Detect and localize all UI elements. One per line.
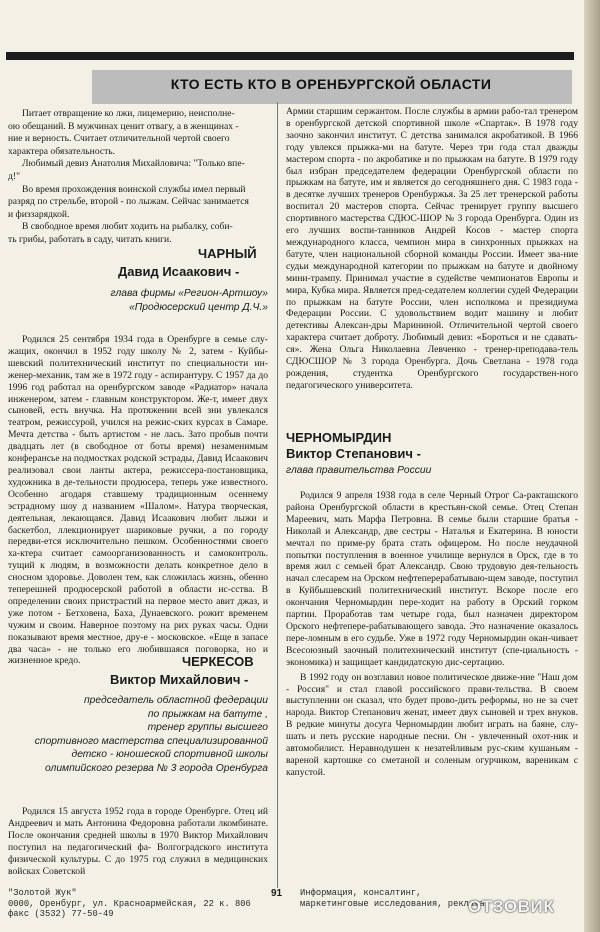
intro-line: Любимый девиз Анатолия Михайловича: "Только впе- <box>22 158 245 170</box>
chorny-surname: ЧАРНЫЙ <box>198 246 257 261</box>
chorny-role-line: глава фирмы «Регион-Артшоу» <box>110 288 268 299</box>
footer-right-line: маркетинговые исследования, реклама <box>300 898 485 909</box>
intro-line: Во время прохождения воинской службы имел первый <box>22 183 246 195</box>
chernomyrdin-bio <box>286 490 578 779</box>
intro-line: характера обязательность. <box>8 145 116 157</box>
cherkesov-bio-continued <box>286 106 578 392</box>
intro-line: ть грибы, работать в саду, читать книги. <box>8 233 172 245</box>
footer-right-line: Информация, консалтинг, <box>300 888 422 898</box>
intro-line: В свободное время любит ходить на рыбалку, соби- <box>22 221 233 233</box>
intro-line: д!" <box>8 170 20 182</box>
chorny-role-line: «Продюсерский центр Д.Ч.» <box>129 301 268 313</box>
right-top-text: Армии старшим сержантом. После службы в армии рабо-тал тренером в оренбургской детской спортивной школе «Спартак». В 1978 году заочно закончил институт. С детства занимался акробатикой. В 1966 году увлекся прыжка-ми на батуте. Через три года стал дважды мастером спорта - по акробатике и по прыжкам на батуте. В 1979 году был избран председателем федерации Оренбургской области по прыжкам на батуте, им и является до сегодняшнего дня. С 1983 года - в десятке лучших тренеров Оренбуржья. За 25 лет тренерской работы воспитал 20 мастеров спорта. Сейчас тренирует группу высшего спортивного мастерства СДЮС-ШОР № 3 города Оренбурга. Один из его лучших воспи-танников Андрей Косов - мастер спорта международного класса, чемпион мира в синхронных прыжках на батуте, член национальной сборной команды России. Имеет зва-ние судьи международной категории по прыжкам на батуте и двойному мини-трампу. Принимал участие в судействе чемпионатов Европы и мира, Кубка мира. Является пред-седателем коллегии судей Федерации по прыжкам на батуте России, член исполкома и президиума Федерации России. С удовольствием водит машину и любит детективы Алексан-дры Марининой. Отличительной чертой своего характера считает доброту. Любимый девиз: «Бороться и не сдавать-ся». Жена Ольга Николаевна Левченко - тренер-преподава-тель СДЮСШОР № 3 города Оренбурга. Дочь Светлана - 1978 года рождения, студентка Оренбургского государствен-ного педагогического университета. <box>286 106 578 391</box>
column-divider <box>277 102 278 888</box>
footer-publisher <box>8 888 263 920</box>
footer-left-line: 0000, Оренбург, ул. Красноармейская, 22 к. 806 <box>8 898 251 909</box>
cherkesov-bio-text: Родился 15 августа 1952 года в городе Оренбурге. Отец ий Андреевич и мать Антонина Федоровна работали лкомбинате. После окончания средней школы в 1970 Виктор Михайлович поступил на педагогический фа- Волгоградского института физической культуры. С до 1975 год служил в медицинских войсках Советской <box>8 806 268 877</box>
chorny-bio-text: Родился 25 сентября 1934 года в Оренбурге в семье слу-жащих, окончил в 1952 году школу № 2, затем - Куйбы-шевский политехнический институт по специальности ин-женер-механик, там же в 1972 году - аспирантуру. С 1957 да до 1996 год работал на оренбургском заводе «Радиатор» начала инженером, затем - главным конструктором. Же-т, имеет двух сыновей, есть внучка. На протяжении всей зни увлекался театром, режиссурой, учился на режис-ских курсах в Самаре. Мечта детства - быть артистом - не лась. Зато пробыв почти двадцать лет (в свободное от боты время) незаменимым конферансье на подмостках родской эстрады, Давид Исаакович реализовал свои ланты актера, режиссера-постановщика, художника в де-тельности продюсера, теперь уже известного. Особенно агодаря ставшему традиционным осеннему эстрадному шоу д названием «Шалом». Натура творческая, деятельная, лекающаяся. Давид Исаакович любит лыжи и баскетбол, ллекционирует шариковые ручки, а по городу передви-ется исключительно пешком. Особенностями своего ха-ктера считает самоорганизованность и самоконтроль. тущий к людям, в возможности делать конкретное дело в сносном здоровье. Доволен тем, как сложилась жизнь, обенно теперешней продюсерской работой в области ис-сства. В определении своих пристрастий на первое место авит джаз, и уже потом - Бетховена, Баха, Дунаевского. рожит временем чужим и своим. Наверное поэтому на рих руках часы. Одни показывают время местное, дру-е - московское. «Еще в запасе два часа» - не только его любившаяся поговорка, но и жизненное кредо. <box>8 334 268 667</box>
chernomyrdin-role: глава правительства России <box>286 465 432 476</box>
top-rule <box>6 52 574 60</box>
cherkesov-bio <box>8 806 268 877</box>
intro-text <box>8 108 268 247</box>
cherkesov-role-line: детско - юношеской спортивной школы <box>71 749 268 761</box>
cherkesov-surname: ЧЕРКЕСОВ <box>182 654 254 669</box>
cherkesov-role <box>8 694 268 776</box>
footer-left-line: факс (3532) 77-50-49 <box>8 909 114 919</box>
intro-line: Питает отвращение ко лжи, лицемерию, неисполне- <box>22 108 235 119</box>
intro-line: и физзарядкой. <box>8 208 70 220</box>
cherkesov-role-line: олимпийского резерва № 3 города Оренбурга <box>45 762 268 774</box>
chernomyrdin-surname: ЧЕРНОМЫРДИН <box>286 430 392 445</box>
intro-line: ою обещаний. В мужчинах ценит отвагу, а в женщинах - <box>8 120 239 132</box>
chorny-role <box>40 287 268 314</box>
cherkesov-role-line: спортивного мастерства специализированной <box>34 735 268 747</box>
footer-left-line: "Золотой Жук" <box>8 888 77 898</box>
page-number: 91 <box>271 888 283 899</box>
section-title: КТО ЕСТЬ КТО В ОРЕНБУРГСКОЙ ОБЛАСТИ <box>170 76 492 92</box>
intro-line: разряд по стрельбе, второй - по лыжам. Сейчас занимается <box>8 196 249 208</box>
watermark-logo: ОТЗОВИК <box>468 897 555 916</box>
chernomyrdin-bio-text-2: В 1992 году он возглавил новое политическое движе-ние "Наш дом - Россия" и стал главой российского прави-тельства. В своем выступлении он сказал, что будет прово-дить реформы, но не за счет народа. Виктор Степанович женат, имеет двух сыновей и трех внуков. В редкие минуты досуга Черномырдин любит играть на баяне, слу-шать и петь русские народные песни. Он - увлеченный охот-ник и автомобилист. Неравнодушен к незатейливым рус-ским кушаньям - вареной картошке со сметаной и соленым огурчиком, вареникам с капустой. <box>286 671 578 778</box>
page-spine <box>584 0 600 932</box>
cherkesov-role-line: по прыжкам на батуте , <box>147 708 268 720</box>
cherkesov-fullname: Виктор Михайлович - <box>110 672 249 687</box>
chorny-fullname: Давид Исаакович - <box>118 264 240 279</box>
cherkesov-role-line: председатель областной федерации <box>84 695 268 706</box>
chernomyrdin-fullname: Виктор Степанович - <box>286 446 421 461</box>
intro-line: ние и верность. Считает отличительной чертой своего <box>8 133 230 145</box>
cherkesov-role-line: тренер группы высшего <box>147 722 268 734</box>
chorny-bio <box>8 334 268 667</box>
chernomyrdin-bio-text-1: Родился 9 апреля 1938 года в селе Черный Отрог Са-ракташского района Оренбургской области в крестьян-ской семье. Отец Степан Мареевич, мать Марфа Петровна. В семье были старшие братья - Николай и Александр, две сестры - Наталья и Екатерина. В юности мечтал по приме-ру брата стать офицером. Но после неудачной попытки поступления в военное училище вернулся в Орск, где в то время жил с семьей брат Александр. Свою трудовую дея-тельность начал слесарем на Орском нефтеперерабатываю-щем заводе, поступил в Куйбышевский политехнический институт. Вскоре после его окончания Черномырдин пере-ходит на работу в Орский горком партии. Проработав там четыре года, был назначен директором Орского нефтепере-рабатывающего завода. Это назначение оказалось пере-ломным в его судьбе. Уже в 1972 году Черномырдин окан-чивает Всесоюзный заочный политехнический институт (спе-циальность - экономика) и защищает кандидатскую дис-сертацию. <box>286 490 578 668</box>
